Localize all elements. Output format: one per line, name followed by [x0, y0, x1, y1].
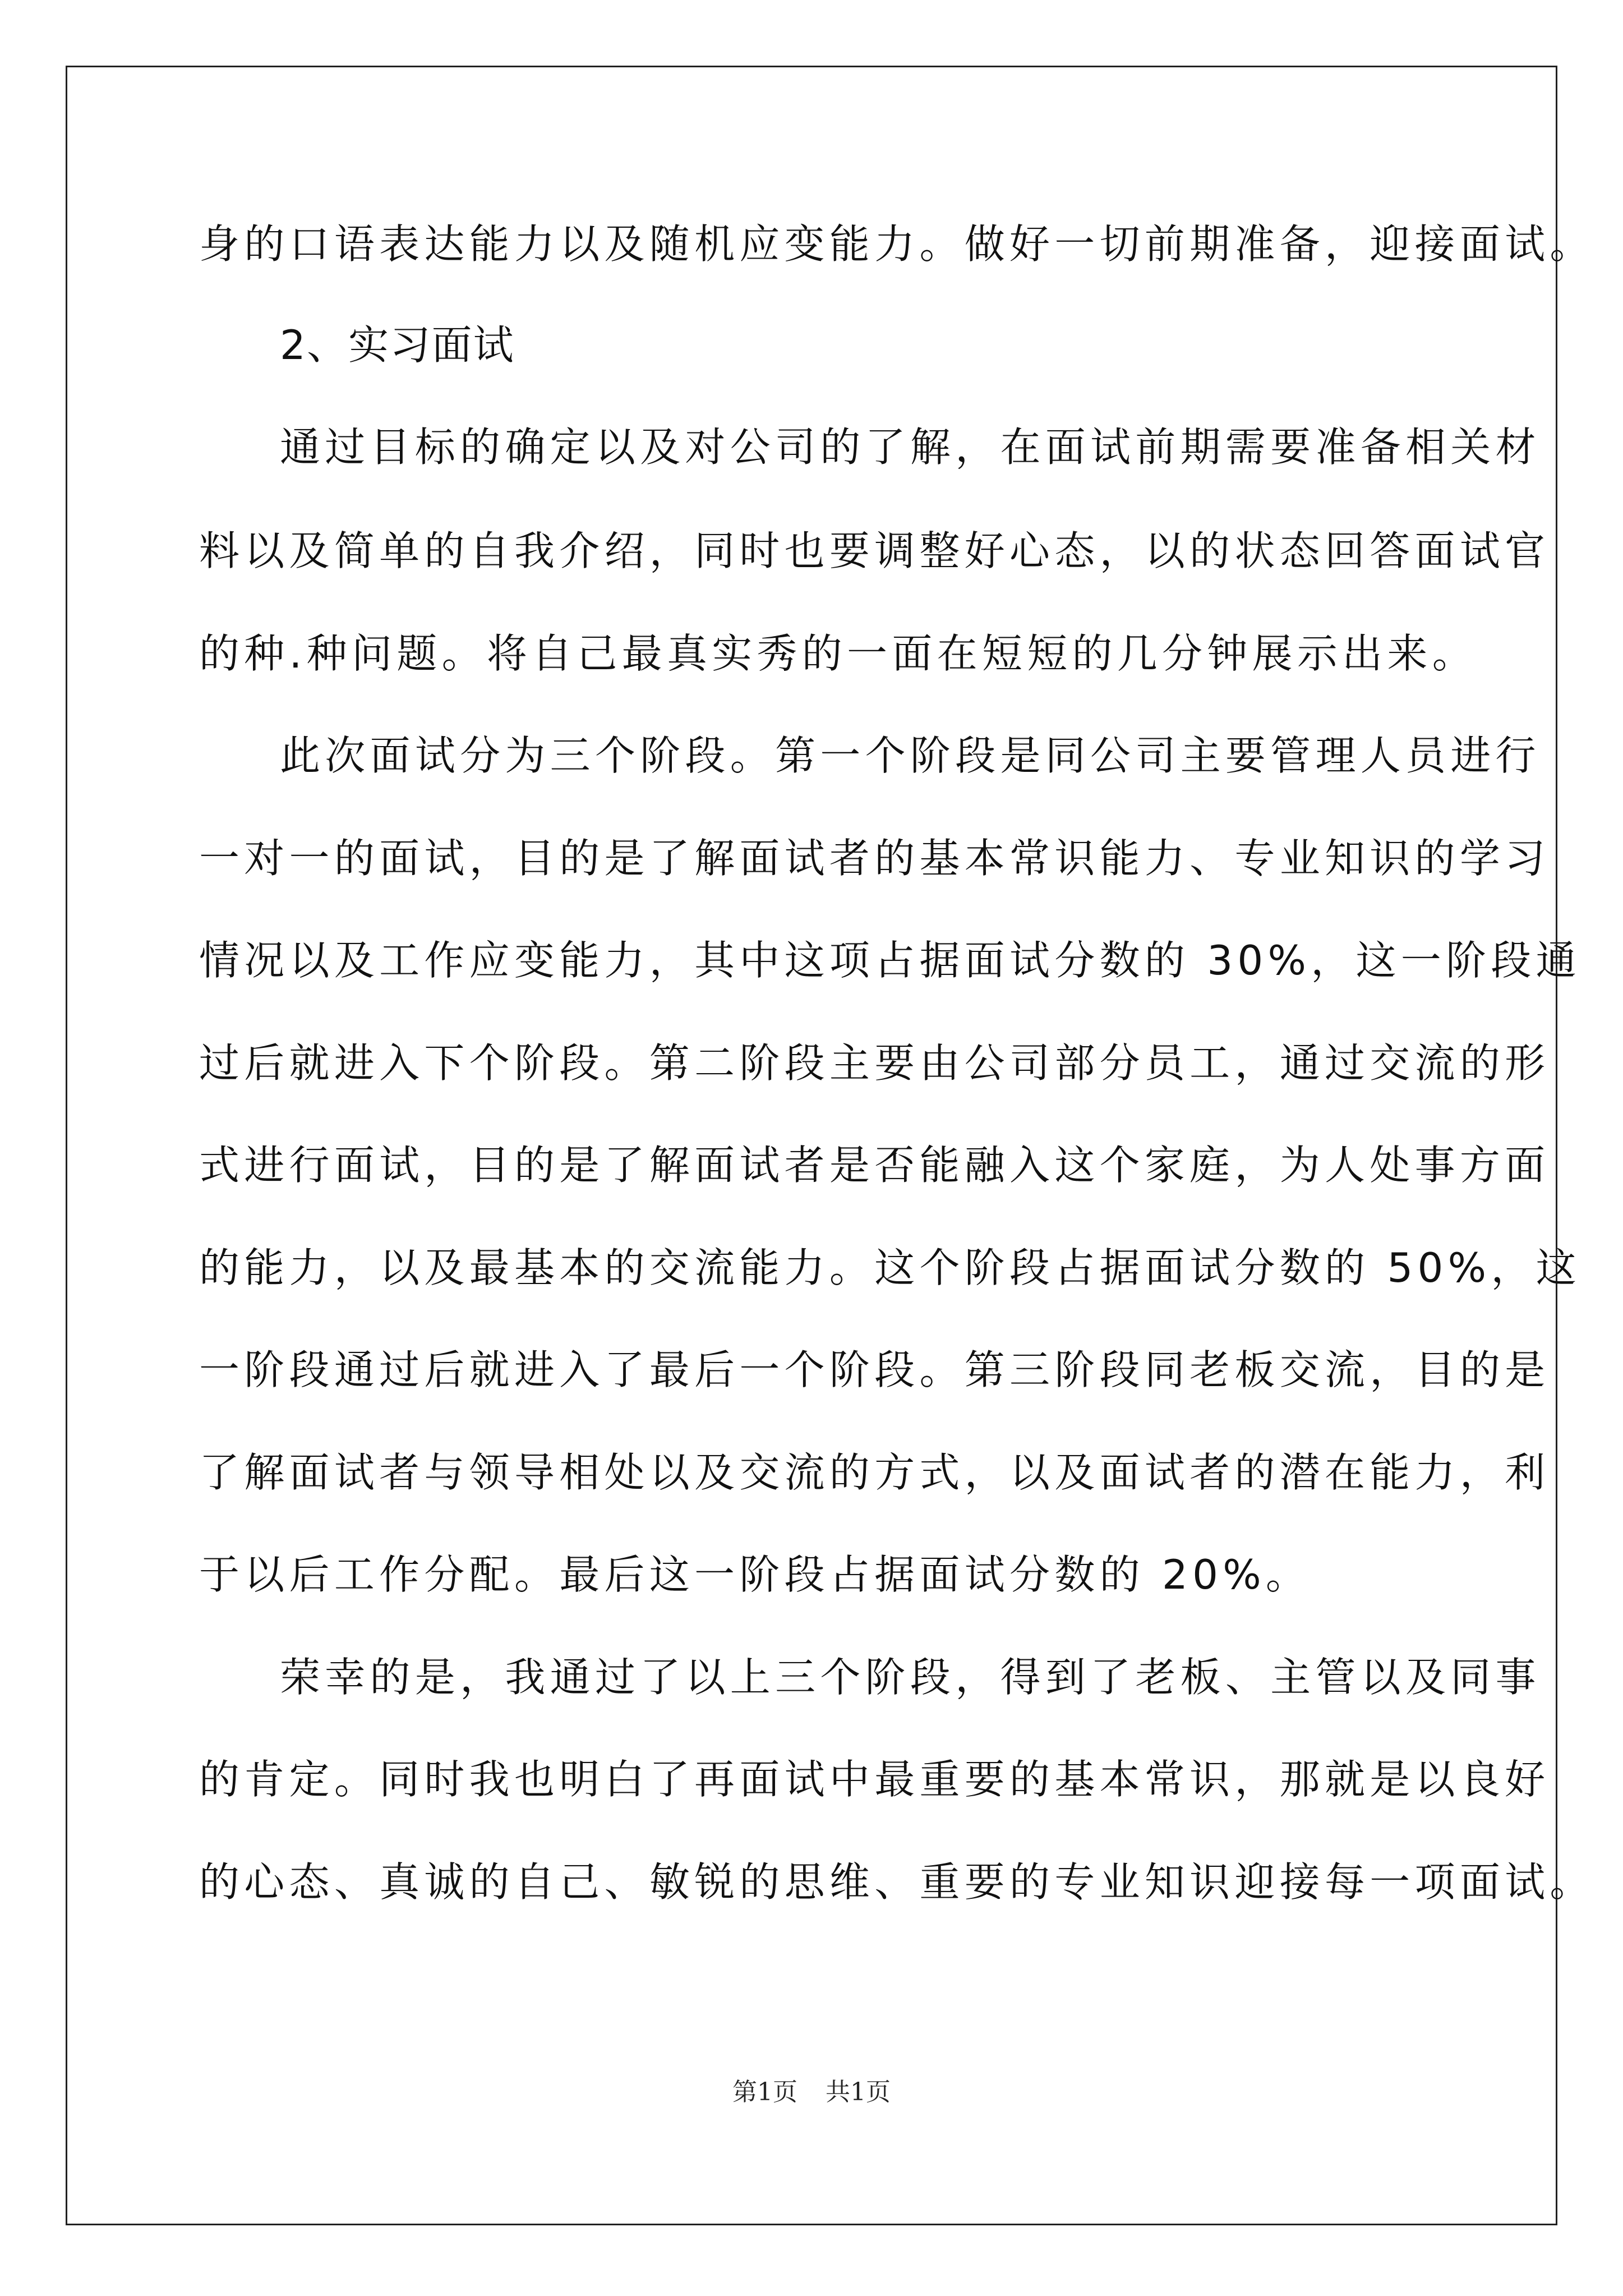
text-line: 的肯定。同时我也明白了再面试中最重要的基本常识，那就是以良好 — [199, 1756, 1550, 1803]
text-line: 的心态、真诚的自己、敏锐的思维、重要的专业知识迎接每一项面试。 — [199, 1858, 1595, 1906]
text-line: 身的口语表达能力以及随机应变能力。做好一切前期准备，迎接面试。 — [199, 220, 1595, 268]
section-heading: 2、实习面试 — [280, 321, 515, 369]
text-line: 一阶段通过后就进入了最后一个阶段。第三阶段同老板交流，目的是 — [199, 1346, 1550, 1393]
page-number-current: 第1页 — [732, 2078, 797, 2106]
page-footer — [0, 2076, 1623, 2109]
text-line: 的种.种问题。将自己最真实秀的一面在短短的几分钟展示出来。 — [199, 630, 1478, 677]
text-line: 情况以及工作应变能力，其中这项占据面试分数的 30%，这一阶段通 — [199, 937, 1581, 984]
text-line: 过后就进入下个阶段。第二阶段主要由公司部分员工，通过交流的形 — [199, 1039, 1550, 1087]
text-line: 于以后工作分配。最后这一阶段占据面试分数的 20%。 — [199, 1551, 1311, 1598]
text-line: 式进行面试，目的是了解面试者是否能融入这个家庭，为人处事方面 — [199, 1142, 1550, 1189]
text-line: 了解面试者与领导相处以及交流的方式，以及面试者的潜在能力，利 — [199, 1449, 1550, 1496]
text-line: 通过目标的确定以及对公司的了解，在面试前期需要准备相关材 — [280, 424, 1541, 471]
text-line: 此次面试分为三个阶段。第一个阶段是同公司主要管理人员进行 — [280, 732, 1541, 779]
text-line: 一对一的面试，目的是了解面试者的基本常识能力、专业知识的学习 — [199, 835, 1550, 882]
text-line: 料以及简单的自我介绍，同时也要调整好心态，以的状态回答面试官 — [199, 527, 1550, 574]
page-number-total: 共1页 — [826, 2078, 891, 2106]
text-line: 荣幸的是，我通过了以上三个阶段，得到了老板、主管以及同事 — [280, 1654, 1541, 1701]
text-line: 的能力，以及最基本的交流能力。这个阶段占据面试分数的 50%，这 — [199, 1244, 1581, 1291]
